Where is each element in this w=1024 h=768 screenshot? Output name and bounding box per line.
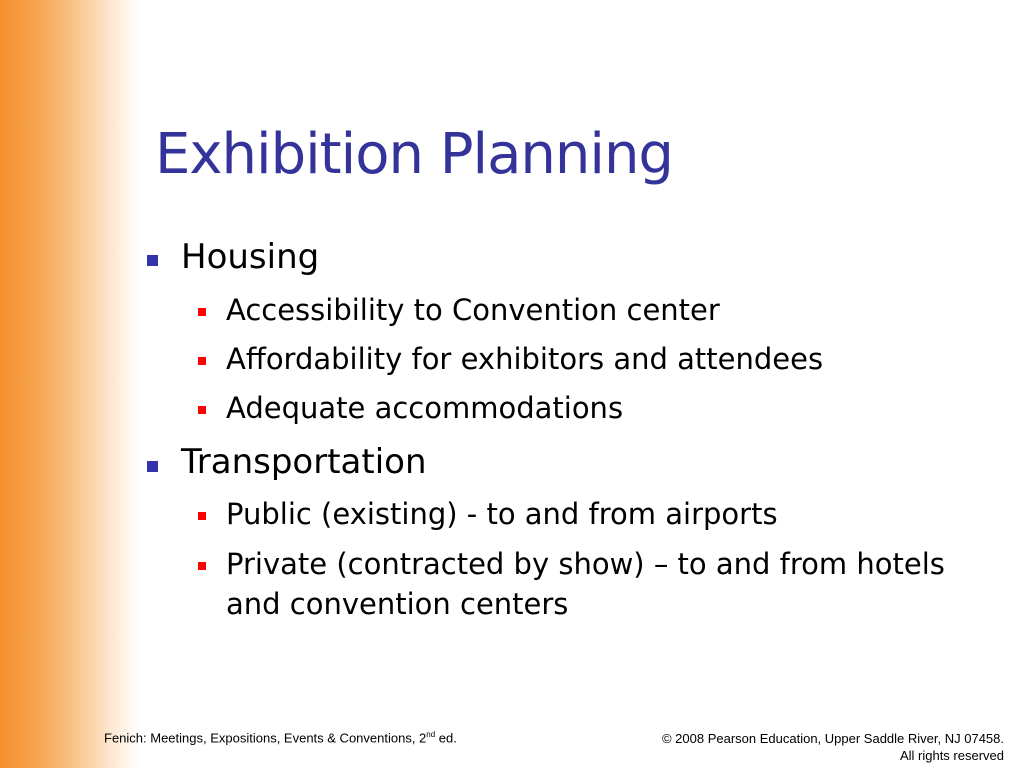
footer-citation-prefix: Fenich: Meetings, Expositions, Events & Conventions, 2 — [104, 730, 427, 746]
footer-citation — [104, 730, 457, 745]
sub-bullet-accessibility: Accessibility to Convention center — [226, 293, 720, 327]
level2-bullet-icon — [198, 406, 206, 414]
level1-bullet-icon — [147, 255, 158, 266]
level2-bullet-icon — [198, 512, 206, 520]
sub-bullet-public: Public (existing) - to and from airports — [226, 497, 778, 531]
level2-bullet-icon — [198, 562, 206, 570]
sub-bullet-accommodations: Adequate accommodations — [226, 391, 624, 425]
footer-copyright-line1: © 2008 Pearson Education, Upper Saddle River, NJ 07458. — [661, 731, 1004, 746]
slide-title: Exhibition Planning — [155, 122, 673, 187]
footer-citation-sup: nd — [426, 730, 436, 739]
level1-bullet-icon — [147, 461, 158, 472]
sub-bullet-private: Private (contracted by show) – to and from hotels — [226, 547, 945, 581]
level2-bullet-icon — [198, 308, 206, 316]
footer-copyright-line2: All rights reserved — [899, 748, 1004, 763]
footer-copyright — [662, 730, 1004, 764]
sub-bullet-affordability: Affordability for exhibitors and attendees — [226, 342, 824, 376]
bullet-transportation: Transportation — [181, 442, 427, 482]
level2-bullet-icon — [198, 357, 206, 365]
bullet-housing: Housing — [181, 237, 320, 277]
sub-bullet-private-continued: and convention centers — [226, 587, 569, 621]
footer-citation-suffix: ed. — [435, 730, 457, 746]
